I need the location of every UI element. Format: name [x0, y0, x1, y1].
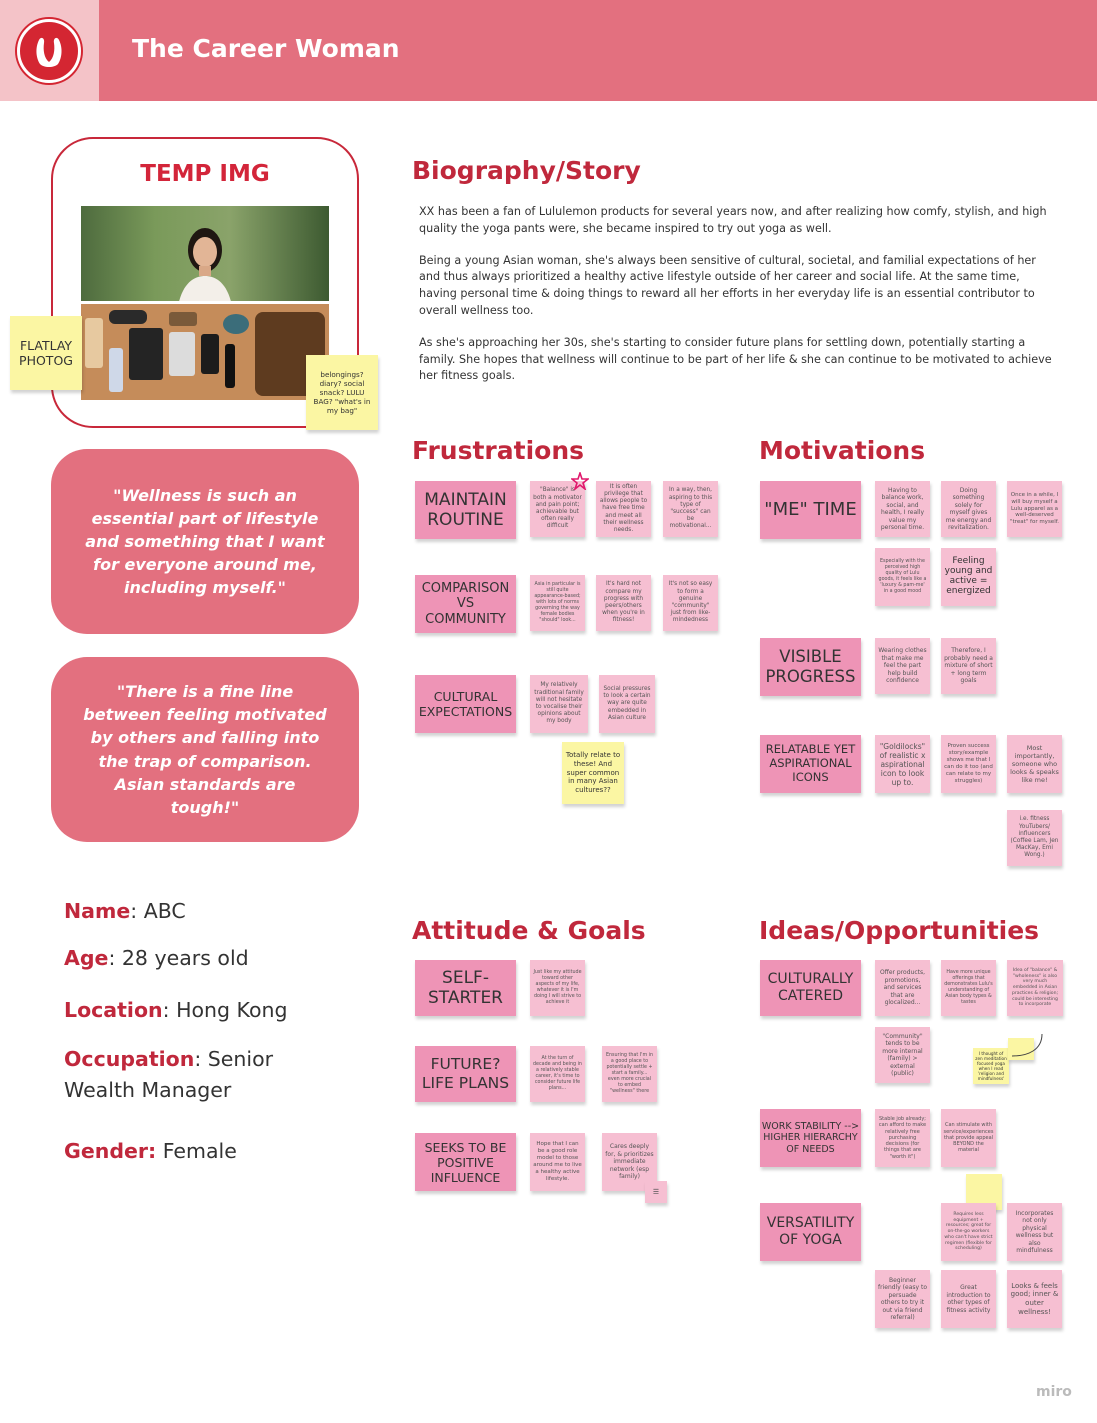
- flatlay-photog-note: FLATLAY PHOTOG: [10, 316, 82, 390]
- tag-versatility-yoga: VERSATILITY OF YOGA: [760, 1203, 861, 1261]
- motivation-note: Once in a while, I will buy myself a Lulu apparel as a well-deserved "treat" for myself.: [1007, 481, 1062, 537]
- idea-note: Incorporates not only physical wellness but also mindfulness: [1007, 1203, 1062, 1261]
- star-icon: [571, 472, 589, 490]
- miro-watermark: miro: [1036, 1384, 1072, 1400]
- attitude-note: Hope that I can be a good role model to those around me to live a healthy active lifestyle.: [530, 1133, 585, 1191]
- tag-maintain-routine: MAINTAIN ROUTINE: [415, 481, 516, 539]
- attitude-note: Just like my attitude toward other aspects of my life, whatever it is I'm doing I will strive to achieve it: [530, 960, 585, 1016]
- quote-card-wellness: "Wellness is such an essential part of lifestyle and something that I want for everyone around me, including myself.": [51, 449, 359, 634]
- page-title: The Career Woman: [132, 34, 400, 63]
- idea-note: Looks & feels good; inner & outer wellness!: [1007, 1270, 1062, 1328]
- biography-paragraph: Being a young Asian woman, she's always been sensitive of cultural, societal, and familial expectations of her and thus always prioritized a healthy active lifestyle outside of her career and social life. At the same time, having personal time & doing things to reward all her efforts in her everyday life is an essential contributor to overall wellness too.: [419, 253, 1036, 317]
- frustration-note: It is often privilege that allows people to have free time and meet all their wellness needs.: [596, 481, 651, 537]
- info-occupation: Occupation: Senior: [64, 1047, 274, 1071]
- frustration-note: In a way, then, aspiring to this type of "success" can be motivational...: [663, 481, 718, 537]
- quote-card-comparison: "There is a fine line between feeling motivated by others and falling into the trap of comparison. Asian standards are tough!": [51, 657, 359, 842]
- motivation-note: Especially with the perceived high quality of Lulu goods, it feels like a 'luxury & pam-me' in a good mood: [875, 548, 930, 606]
- tag-work-stability: WORK STABILITY --> HIGHER HIERARCHY OF NEEDS: [760, 1109, 861, 1167]
- motivation-note: Feeling young and active = energized: [941, 548, 996, 606]
- idea-note: Beginner friendly (easy to persuade others to try it out via friend referral): [875, 1270, 930, 1328]
- motivation-note: Therefore, I probably need a mixture of short + long term goals: [941, 638, 996, 694]
- ideas-title: Ideas/Opportunities: [759, 916, 1040, 945]
- frustration-note: Asia in particular is still quite appearance-based; with lots of norms governing the way female bodies "should" look...: [530, 575, 585, 631]
- comment-note: Totally relate to these! And super common in many Asian cultures??: [562, 742, 624, 804]
- biography-paragraph: As she's approaching her 30s, she's starting to consider future plans for settling down, potentially starting a family. She hopes that wellness will continue to be part of her life & she can continue to be motivated to achieve her fitness goals.: [419, 335, 1052, 383]
- info-age: Age: 28 years old: [64, 946, 249, 970]
- temp-img-label: TEMP IMG: [140, 161, 270, 187]
- motivation-note: "Goldilocks" of realistic x aspirational icon to look up to.: [875, 735, 930, 793]
- tag-self-starter: SELF-STARTER: [415, 960, 516, 1016]
- idea-note: Can stimulate with service/experiences that provide appeal BEYOND the material: [941, 1109, 996, 1167]
- idea-note: "Community" tends to be more internal (family) > external (public): [875, 1027, 930, 1083]
- lululemon-logo-icon: [17, 19, 81, 83]
- attitude-note: Cares deeply for, & prioritizes immediate network (esp family): [602, 1133, 657, 1191]
- idea-note: Great introduction to other types of fitness activity: [941, 1270, 996, 1328]
- info-name: Name: ABC: [64, 899, 186, 923]
- comment-icon: ☰: [645, 1181, 667, 1203]
- attitude-title: Attitude & Goals: [412, 916, 646, 945]
- frustration-note: Social pressures to look a certain way are quite embedded in Asian culture: [599, 675, 655, 733]
- belongings-note: belongings? diary? social snack? LULU BAG? "what's in my bag": [306, 355, 378, 430]
- attitude-note: Ensuring that I'm in a good place to potentially settle + start a family... even more crucial to embed "wellness" there: [602, 1046, 657, 1102]
- tag-future-life-plans: FUTURE? LIFE PLANS: [415, 1046, 516, 1102]
- tag-culturally-catered: CULTURALLY CATERED: [760, 960, 861, 1016]
- idea-note: Stable job already; can afford to make relatively free purchasing decisions (for things that are "worth it"): [875, 1109, 930, 1167]
- frustration-note: It's not so easy to form a genuine "community" just from like-mindedness: [663, 575, 718, 631]
- tag-comparison-community: COMPARISON VS COMMUNITY: [415, 575, 516, 633]
- info-occupation-line2: Wealth Manager: [64, 1078, 232, 1102]
- person-image-icon: [177, 212, 233, 301]
- frustrations-title: Frustrations: [412, 436, 585, 465]
- tag-relatable-icons: RELATABLE YET ASPIRATIONAL ICONS: [760, 735, 861, 793]
- info-location: Location: Hong Kong: [64, 998, 288, 1022]
- motivation-note: Having to balance work, social, and health, I really value my personal time.: [875, 481, 930, 537]
- frustration-note: It's hard not compare my progress with peers/others when you're in fitness!: [596, 575, 651, 631]
- motivation-note: Proven success story/example shows me that I can do it too (and can relate to my struggles): [941, 735, 996, 793]
- logo-box: [0, 0, 99, 101]
- info-gender: Gender: Female: [64, 1139, 237, 1163]
- motivation-note: i.e. fitness YouTubers/ influencers (Coffee Lam, Jen MacKay, Emi Wong.): [1007, 810, 1062, 866]
- frustration-note: My relatively traditional family will not hesitate to vocalise their opinions about my body: [530, 675, 588, 733]
- tag-cultural-expectations: CULTURAL EXPECTATIONS: [415, 675, 516, 733]
- flatlay-photo: [81, 304, 329, 400]
- motivation-note: Wearing clothes that make me feel the part help build confidence: [875, 638, 930, 694]
- biography-paragraph: XX has been a fan of Lululemon products for several years now, and after realizing how comfy, stylish, and high quality the yoga pants were, she became inspired to try out yoga as well.: [419, 205, 1047, 235]
- motivation-note: Most importantly, someone who looks & speaks like me!: [1007, 735, 1062, 793]
- comment-note: I thought of zen meditation focused yoga when I read 'religion and mindfulness': [973, 1048, 1009, 1084]
- tag-positive-influence: SEEKS TO BE POSITIVE INFLUENCE: [415, 1133, 516, 1191]
- idea-note: Requires less equipment + resources; great for on-the-go workers who can't have strict regimen (flexible for scheduling): [941, 1203, 996, 1261]
- idea-note: Idea of "balance" & "wholeness" is also very much embedded in Asian practices & religion; could be interesting to incorporate: [1007, 960, 1063, 1016]
- connector-arrow-icon: [1008, 1030, 1048, 1060]
- motivations-title: Motivations: [759, 436, 926, 465]
- biography-title: Biography/Story: [412, 156, 641, 185]
- idea-note: Offer products, promotions, and services that are glocalized...: [875, 960, 930, 1016]
- biography-text: [419, 204, 1059, 400]
- portrait-photo: [81, 206, 329, 301]
- motivation-note: Doing something solely for myself gives me energy and revitalization.: [941, 481, 996, 537]
- attitude-note: At the turn of decade and being in a relatively stable career, it's time to consider future life plans...: [530, 1046, 585, 1102]
- idea-note: Have more unique offerings that demonstrates Lulu's understanding of Asian body types & tastes: [941, 960, 996, 1016]
- tag-visible-progress: VISIBLE PROGRESS: [760, 638, 861, 696]
- tag-me-time: "ME" TIME: [760, 481, 861, 539]
- frustration-note: "Balance" is both a motivator and pain point; achievable but often really difficult: [530, 481, 585, 537]
